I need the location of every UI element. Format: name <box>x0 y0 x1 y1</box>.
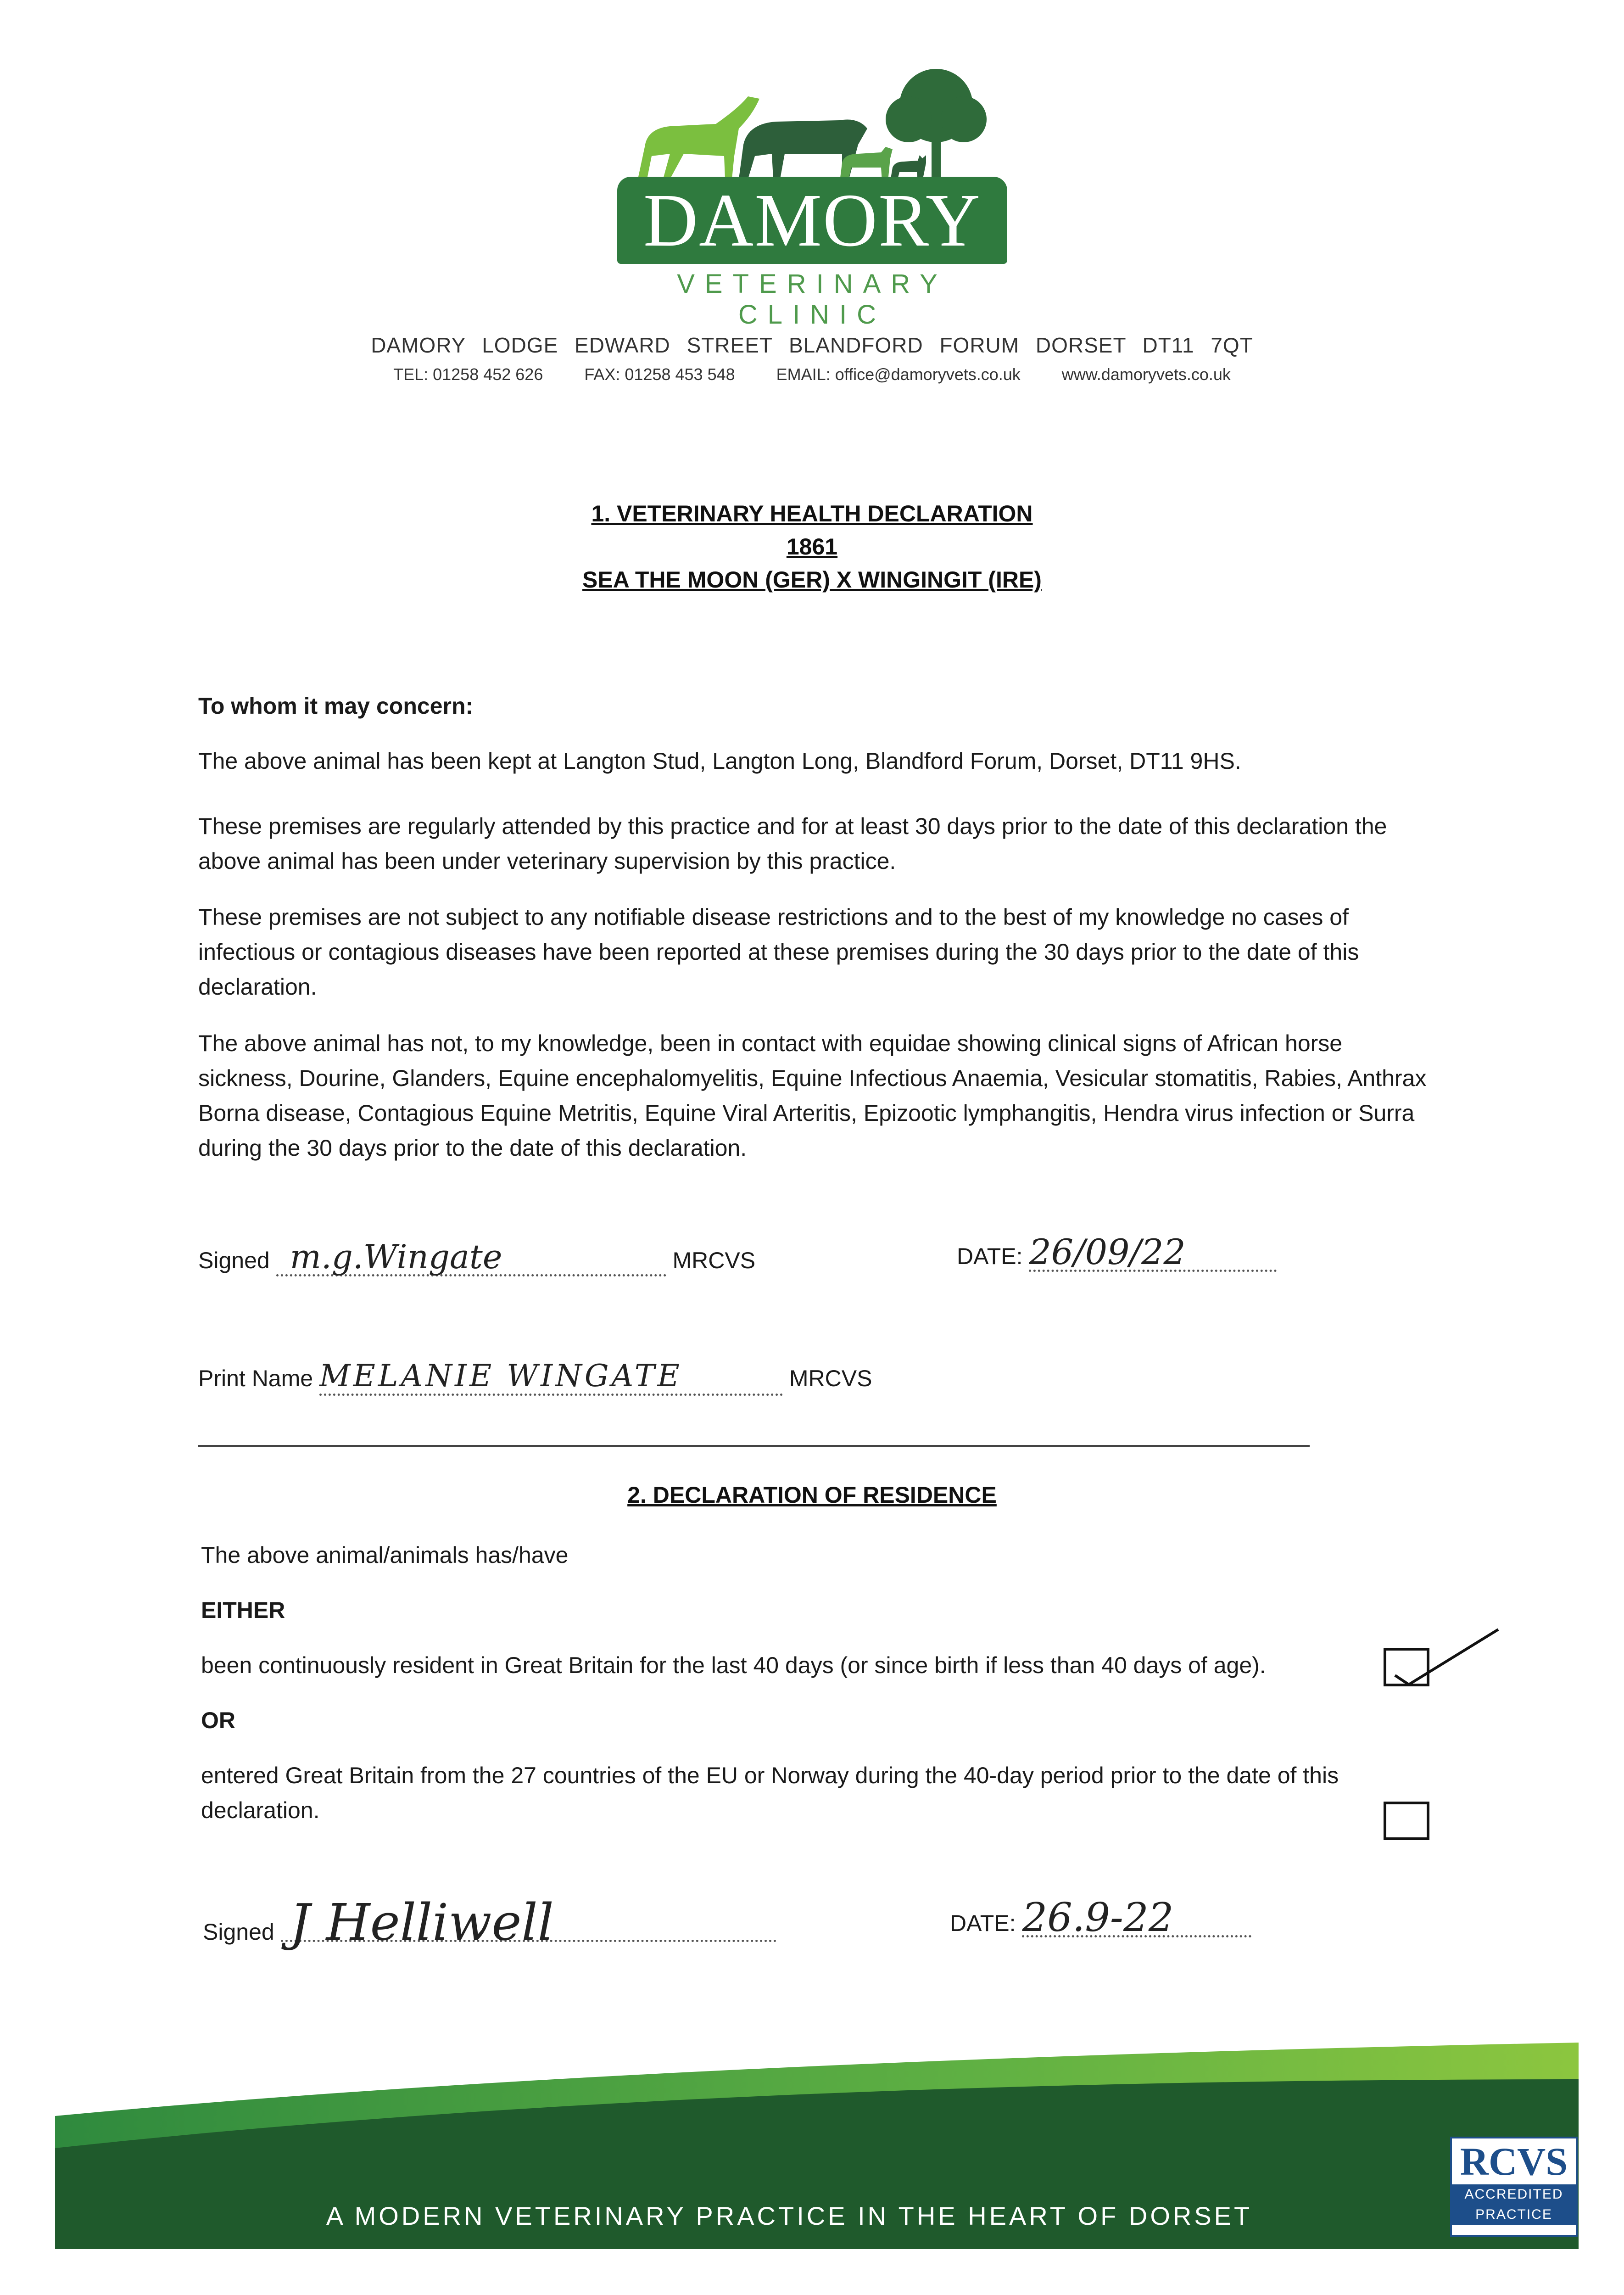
residence-intro: The above animal/animals has/have <box>201 1542 569 1568</box>
brand-subtitle: VETERINARY CLINIC <box>677 269 948 330</box>
clinic-address: DAMORY LODGE EDWARD STREET BLANDFORD FORUM DORSET DT11 7QT <box>371 333 1253 357</box>
date-label-2: DATE: <box>950 1910 1016 1936</box>
print-name-line <box>198 1359 932 1396</box>
salutation: To whom it may concern: <box>198 693 474 719</box>
section1-title: 1. VETERINARY HEALTH DECLARATION <box>591 501 1033 526</box>
vet-signature: m.g.Wingate <box>276 1239 666 1276</box>
either-label: EITHER <box>201 1597 285 1623</box>
website: www.damoryvets.co.uk <box>1061 365 1231 384</box>
contact-line <box>0 365 1624 384</box>
print-name: MELANIE WINGATE <box>319 1359 783 1396</box>
fax: FAX: 01258 453 548 <box>584 365 735 384</box>
rcvs-badge <box>1450 2137 1578 2237</box>
print-mrcvs-label: MRCVS <box>789 1366 872 1391</box>
section2-title: 2. DECLARATION OF RESIDENCE <box>627 1482 997 1508</box>
telephone: TEL: 01258 452 626 <box>393 365 543 384</box>
owner-signature: J Helliwell <box>281 1905 776 1942</box>
animal-breeding: SEA THE MOON (GER) X WINGINGIT (IRE) <box>582 567 1042 593</box>
rcvs-accredited: ACCREDITED <box>1452 2184 1576 2205</box>
mrcvs-label: MRCVS <box>672 1248 756 1273</box>
option-entered-checkbox[interactable] <box>1384 1802 1429 1840</box>
signed-label-2: Signed <box>203 1919 274 1945</box>
owner-date: 26.9-22 <box>1022 1900 1251 1937</box>
print-name-label: Print Name <box>198 1366 313 1391</box>
vet-date: 26/09/22 <box>1029 1235 1277 1272</box>
or-label: OR <box>201 1707 235 1733</box>
paragraph-restrictions: These premises are not subject to any notifiable disease restrictions and to the best of my knowledge no cases of infectious or contagious diseases have been reported at these premises during the 30 days prior to the date of this declaration. <box>198 904 1359 1000</box>
date-label: DATE: <box>957 1243 1023 1269</box>
paragraph-kept: The above animal has been kept at Langton Stud, Langton Long, Blandford Forum, Dorset, DT11 9HS. <box>198 748 1241 774</box>
clinic-logo-illustration <box>601 64 1023 184</box>
email: EMAIL: office@damoryvets.co.uk <box>776 365 1021 384</box>
vet-signature-line <box>198 1239 795 1278</box>
footer-tagline: A MODERN VETERINARY PRACTICE IN THE HEART OF DORSET <box>326 2201 1253 2230</box>
paragraph-supervision: These premises are regularly attended by this practice and for at least 30 days prior to the date of this declaration the above animal has been under veterinary supervision by this practice. <box>198 813 1387 874</box>
rcvs-practice: PRACTICE <box>1452 2205 1576 2225</box>
animal-number: 1861 <box>786 534 838 560</box>
paragraph-disease-contact: The above animal has not, to my knowledge, been in contact with equidae showing clinical signs of African horse sickness, Dourine, Glanders, Equine encephalomyelitis, Equine Infectious Anaemia, Vesicular stomatitis, Rabies, Anthrax Borna disease, Contagious Equine Metritis, Equine Viral Arteritis, Epizootic lymphangitis, Hendra virus infection or Surra during the 30 days prior to the date of this declaration. <box>198 1030 1427 1161</box>
check-mark-icon <box>1390 1625 1501 1689</box>
rcvs-logo-text: RCVS <box>1460 2139 1568 2183</box>
section-divider <box>198 1445 1310 1447</box>
owner-date-line <box>950 1895 1317 1941</box>
option-entered: entered Great Britain from the 27 countries of the EU or Norway during the 40-day period prior to the date of this declaration. <box>201 1763 1339 1823</box>
vet-date-line <box>957 1231 1324 1274</box>
option-resident: been continuously resident in Great Britain for the last 40 days (or since birth if less than 40 days of age). <box>201 1652 1266 1678</box>
owner-signature-line <box>203 1893 822 1952</box>
signed-label: Signed <box>198 1248 270 1273</box>
brand-name: DAMORY <box>643 178 982 262</box>
